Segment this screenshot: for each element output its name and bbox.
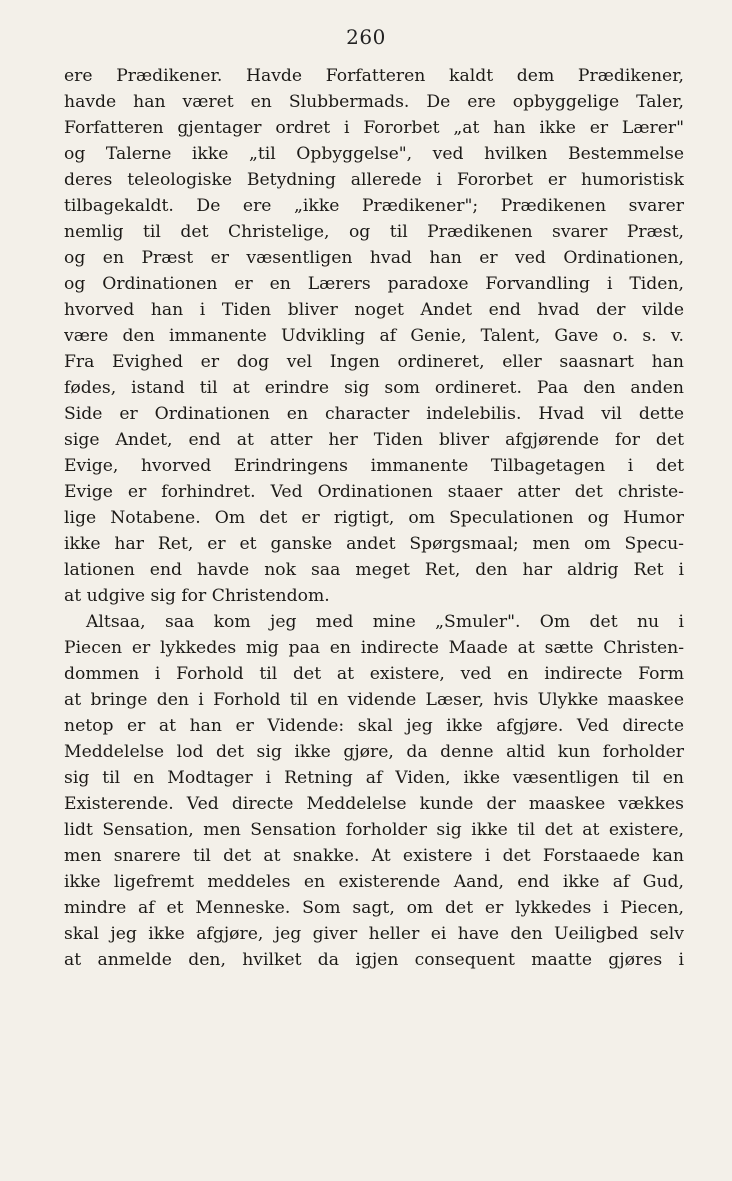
text-line: ikke ligefremt meddeles en existerende Aand, end ikke af Gud, (64, 872, 684, 892)
text-line: netop er at han er Vidende: skal jeg ikke afgjøre. Ved directe (64, 716, 684, 736)
page-number: 260 (346, 25, 386, 49)
text-line: tilbagekaldt. De ere „ikke Prædikener"; Prædikenen svarer (64, 196, 684, 216)
text-line: lidt Sensation, men Sensation forholder sig ikke til det at existere, (64, 820, 684, 840)
text-line: og en Præst er væsentligen hvad han er ved Ordinationen, (64, 248, 684, 268)
text-line: dommen i Forhold til det at existere, ved en indirecte Form (64, 664, 684, 684)
text-line: hvorved han i Tiden bliver noget Andet end hvad der vilde (64, 300, 684, 320)
text-line: mindre af et Menneske. Som sagt, om det er lykkedes i Piecen, (64, 898, 684, 918)
text-line: Side er Ordinationen en character indelebilis. Hvad vil dette (64, 404, 684, 424)
text-line: Existerende. Ved directe Meddelelse kunde der maaskee vækkes (64, 794, 684, 814)
text-line: ere Prædikener. Havde Forfatteren kaldt dem Prædikener, (64, 66, 684, 86)
text-line: og Ordinationen er en Lærers paradoxe Forvandling i Tiden, (64, 274, 684, 294)
text-line: sige Andet, end at atter her Tiden bliver afgjørende for det (64, 430, 684, 450)
text-line: sig til en Modtager i Retning af Viden, ikke væsentligen til en (64, 768, 684, 788)
text-line: og Talerne ikke „til Opbyggelse", ved hvilken Bestemmelse (64, 144, 684, 164)
text-line: Altsaa, saa kom jeg med mine „Smuler". Om det nu i (86, 612, 684, 632)
text-line: skal jeg ikke afgjøre, jeg giver heller ei have den Ueiligbed selv (64, 924, 684, 944)
text-line: at udgive sig for Christendom. (64, 586, 330, 606)
text-line: men snarere til det at snakke. At existere i det Forstaaede kan (64, 846, 684, 866)
text-line: Evige, hvorved Erindringens immanente Tilbagetagen i det (64, 456, 684, 476)
text-line: deres teleologiske Betydning allerede i Fororbet er humoristisk (64, 170, 684, 190)
text-line: Forfatteren gjentager ordret i Fororbet „at han ikke er Lærer" (64, 118, 684, 138)
text-line: lige Notabene. Om det er rigtigt, om Speculationen og Humor (64, 508, 684, 528)
text-line: nemlig til det Christelige, og til Prædikenen svarer Præst, (64, 222, 684, 242)
text-line: ikke har Ret, er et ganske andet Spørgsmaal; men om Specu- (64, 534, 684, 554)
body-text (64, 63, 684, 973)
text-line: Fra Evighed er dog vel Ingen ordineret, eller saasnart han (64, 352, 684, 372)
text-line: at anmelde den, hvilket da igjen consequent maatte gjøres i (64, 950, 684, 970)
text-line: at bringe den i Forhold til en vidende Læser, hvis Ulykke maaskee (64, 690, 684, 710)
text-line: fødes, istand til at erindre sig som ordineret. Paa den anden (64, 378, 684, 398)
text-line: havde han været en Slubbermads. De ere opbyggelige Taler, (64, 92, 684, 112)
text-line: Meddelelse lod det sig ikke gjøre, da denne altid kun forholder (64, 742, 684, 762)
text-line: være den immanente Udvikling af Genie, Talent, Gave o. s. v. (64, 326, 684, 346)
text-line: lationen end havde nok saa meget Ret, den har aldrig Ret i (64, 560, 684, 580)
text-line: Piecen er lykkedes mig paa en indirecte Maade at sætte Christen- (64, 638, 684, 658)
text-line: Evige er forhindret. Ved Ordinationen staaer atter det christe- (64, 482, 684, 502)
